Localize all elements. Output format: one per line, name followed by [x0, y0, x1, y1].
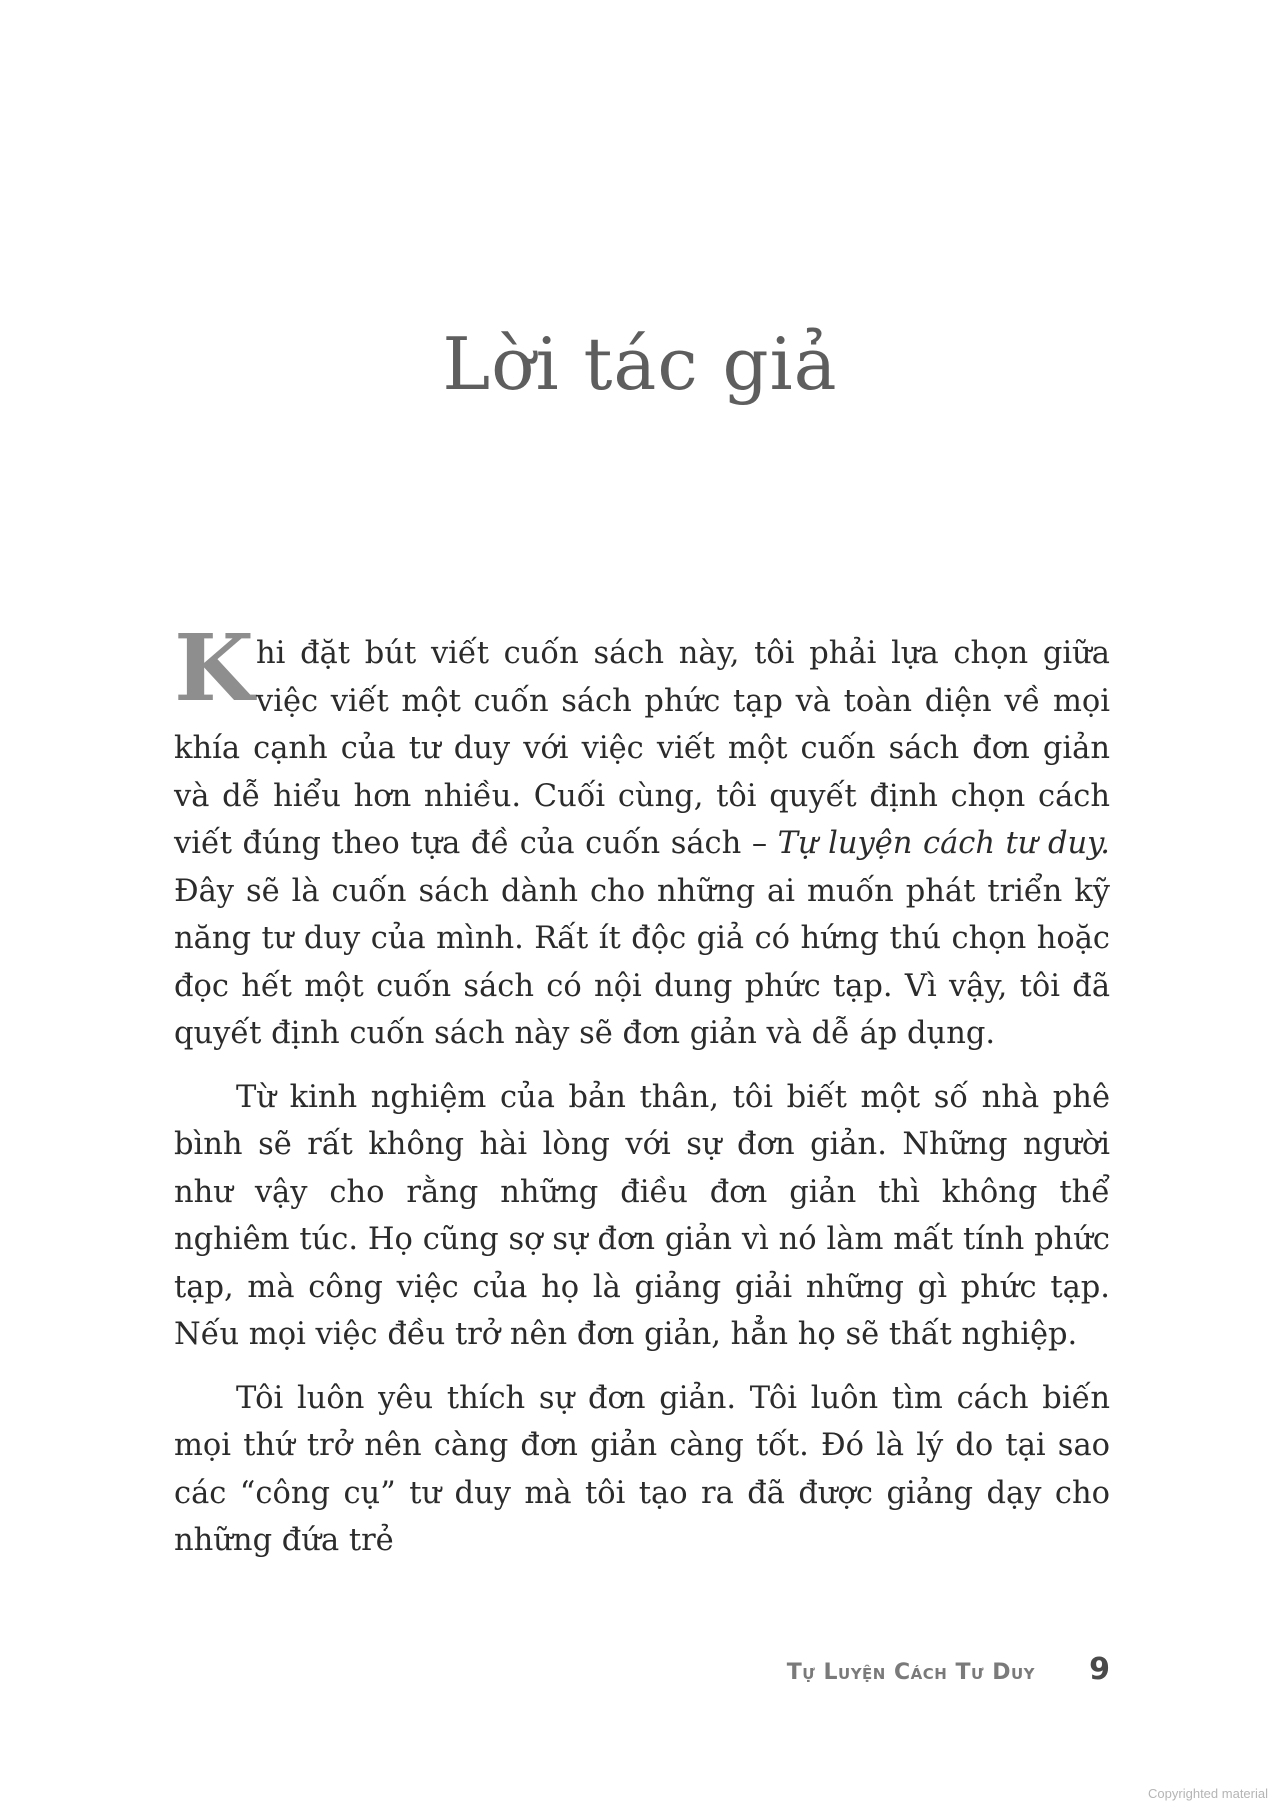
- drop-cap: K: [174, 614, 254, 722]
- paragraph-1-text-end: Đây sẽ là cuốn sách dành cho những ai muốn phát triển kỹ năng tư duy của mình. Rất ít độc giả có hứng thú chọn hoặc đọc hết một cuốn sách có nội dung phức tạp. Vì vậy, tôi đã quyết định cuốn sách này sẽ đơn giản và dễ áp dụng.: [174, 873, 1110, 1051]
- copyright-watermark: Copyrighted material: [1148, 1786, 1268, 1801]
- running-footer-title: Tự Luyện Cách Tư Duy: [786, 1660, 1035, 1685]
- book-title-italic: Tự luyện cách tư duy.: [777, 826, 1110, 861]
- page-number: 9: [1089, 1652, 1110, 1687]
- paragraph-1-text: hi đặt bút viết cuốn sách này, tôi phải lựa chọn giữa việc viết một cuốn sách phức tạp và toàn diện về mọi khía cạnh của tư duy với việc viết một cuốn sách đơn giản và dễ hiểu hơn nhiều. Cuối cùng, tôi quyết định chọn cách viết đúng theo tựa đề của cuốn sách –: [174, 636, 1110, 861]
- chapter-title: Lời tác giả: [442, 322, 838, 406]
- page-footer: [0, 1650, 1110, 1700]
- paragraph-2: Từ kinh nghiệm của bản thân, tôi biết một số nhà phê bình sẽ rất không hài lòng với sự đơn giản. Những người như vậy cho rằng những điều đơn giản thì không thể nghiêm túc. Họ cũng sợ sự đơn giản vì nó làm mất tính phức tạp, mà công việc của họ là giảng giải những gì phức tạp. Nếu mọi việc đều trở nên đơn giản, hẳn họ sẽ thất nghiệp.: [174, 1079, 1110, 1352]
- body-text: [174, 614, 1110, 1581]
- paragraph-1: [174, 614, 1110, 1058]
- paragraph-3: Tôi luôn yêu thích sự đơn giản. Tôi luôn tìm cách biến mọi thứ trở nên càng đơn giản càng tốt. Đó là lý do tại sao các “công cụ” tư duy mà tôi tạo ra đã được giảng dạy cho những đứa trẻ: [174, 1380, 1110, 1558]
